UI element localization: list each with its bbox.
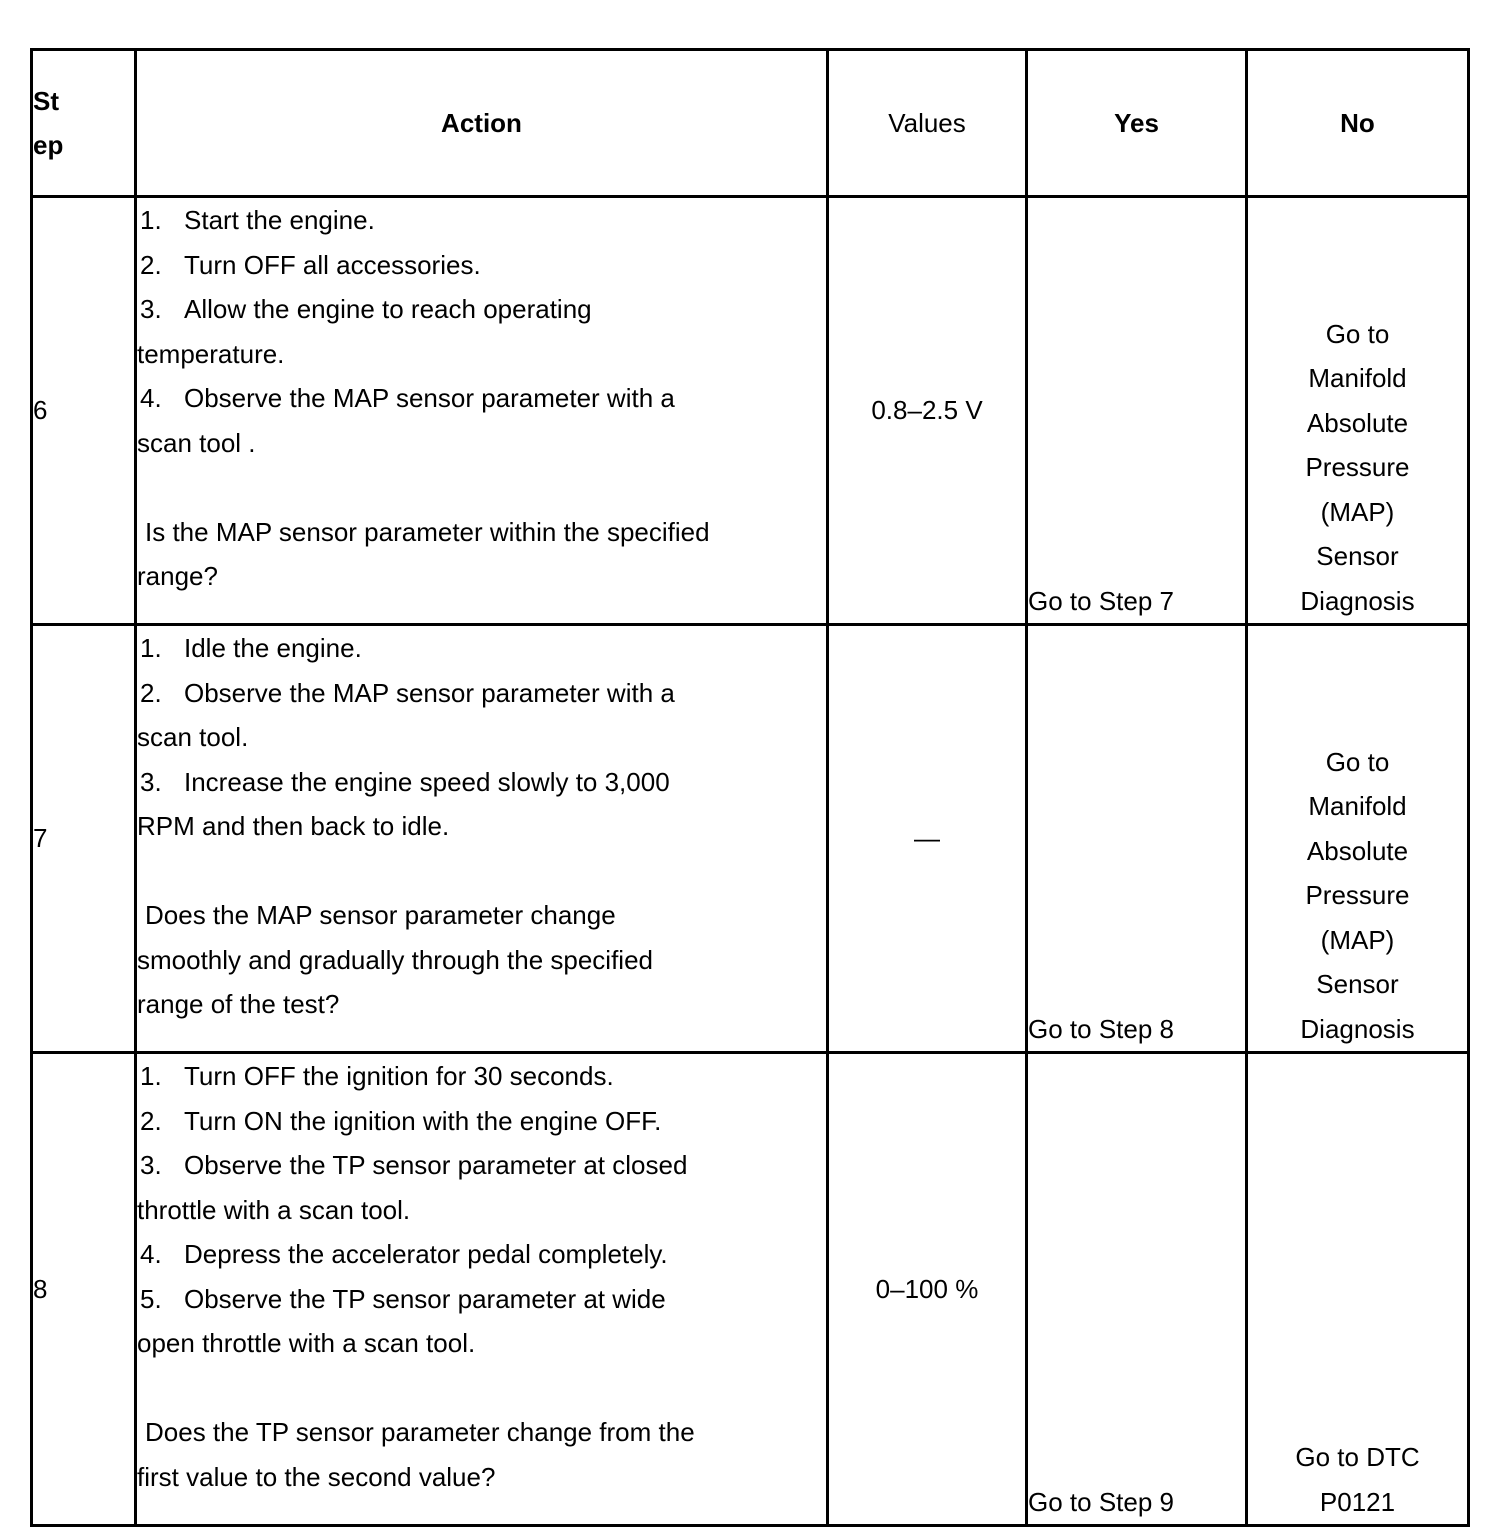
no-line: Go to DTC [1295,1442,1420,1472]
values-cell: 0.8–2.5 V [828,197,1027,625]
header-yes: Yes [1027,50,1247,197]
action-line-continuation: temperature. [137,338,285,369]
question-line: Does the MAP sensor parameter change [145,900,616,930]
no-line: Absolute [1306,835,1409,866]
action-line-continuation: RPM and then back to idle. [137,811,450,841]
spacer [137,465,826,510]
no-line: Pressure [1305,880,1410,910]
header-action: Action [136,50,828,197]
no-line: Absolute [1306,407,1409,438]
table-row-step-8 [32,1053,1469,1526]
action-line: 4. Observe the MAP sensor parameter with a [140,383,675,413]
no-line: (MAP) [1320,924,1395,955]
action-line: 2. Observe the MAP sensor parameter with a [140,677,675,708]
action-line: 3. Observe the TP sensor parameter at closed [140,1150,688,1180]
question-line: range of the test? [137,989,340,1019]
no-line: Manifold [1308,363,1407,393]
no-line: Manifold [1308,791,1407,821]
yes-cell: Go to Step 9 [1027,1053,1247,1526]
action-line-continuation: open throttle with a scan tool. [137,1328,476,1358]
no-cell [1247,625,1469,1053]
no-line: Sensor [1316,541,1399,571]
question-line: Does the TP sensor parameter change from the [145,1417,695,1447]
no-line: Diagnosis [1300,585,1415,616]
spacer [137,1366,826,1411]
values-cell: 0–100 % [828,1053,1027,1526]
action-cell [136,625,828,1053]
action-line: 4. Depress the accelerator pedal completely. [140,1239,668,1269]
no-line: (MAP) [1320,496,1395,527]
no-line: Sensor [1316,969,1399,999]
header-no: No [1247,50,1469,197]
no-line: Go to [1325,318,1390,349]
question-line: Is the MAP sensor parameter within the specified [145,516,710,547]
step-number: 6 [32,197,136,625]
no-line: Diagnosis [1300,1013,1415,1044]
action-line-continuation: throttle with a scan tool. [137,1194,411,1225]
table-row-step-7 [32,625,1469,1053]
header-step-top: St [33,85,59,116]
action-line: 1. Idle the engine. [140,633,362,663]
action-line: 5. Observe the TP sensor parameter at wide [140,1283,666,1314]
question-line: first value to the second value? [137,1461,496,1492]
action-line: 1. Turn OFF the ignition for 30 seconds. [140,1061,614,1091]
header-values: Values [828,50,1027,197]
no-line: P0121 [1319,1486,1396,1517]
header-step-bottom: ep [33,130,64,160]
no-cell [1247,197,1469,625]
table-header-row [32,50,1469,197]
action-line: 2. Turn OFF all accessories. [140,249,481,280]
values-cell: — [828,625,1027,1053]
header-step [32,50,136,197]
action-line: 3. Increase the engine speed slowly to 3,000 [140,766,670,797]
action-line: 3. Allow the engine to reach operating [140,294,592,324]
yes-cell: Go to Step 7 [1027,197,1247,625]
action-line: 2. Turn ON the ignition with the engine OFF. [140,1105,662,1136]
step-number: 7 [32,625,136,1053]
no-cell [1247,1053,1469,1526]
action-cell [136,197,828,625]
step-number: 8 [32,1053,136,1526]
question-line: smoothly and gradually through the specified [137,944,653,975]
no-line: Pressure [1305,452,1410,482]
yes-cell: Go to Step 8 [1027,625,1247,1053]
action-line-continuation: scan tool . [137,427,256,458]
question-line: range? [137,561,218,591]
diagnostic-table [30,48,1470,1527]
action-cell [136,1053,828,1526]
no-line: Go to [1325,746,1390,777]
table-row-step-6 [32,197,1469,625]
spacer [137,849,826,894]
action-line-continuation: scan tool. [137,722,249,752]
action-line: 1. Start the engine. [140,205,375,235]
